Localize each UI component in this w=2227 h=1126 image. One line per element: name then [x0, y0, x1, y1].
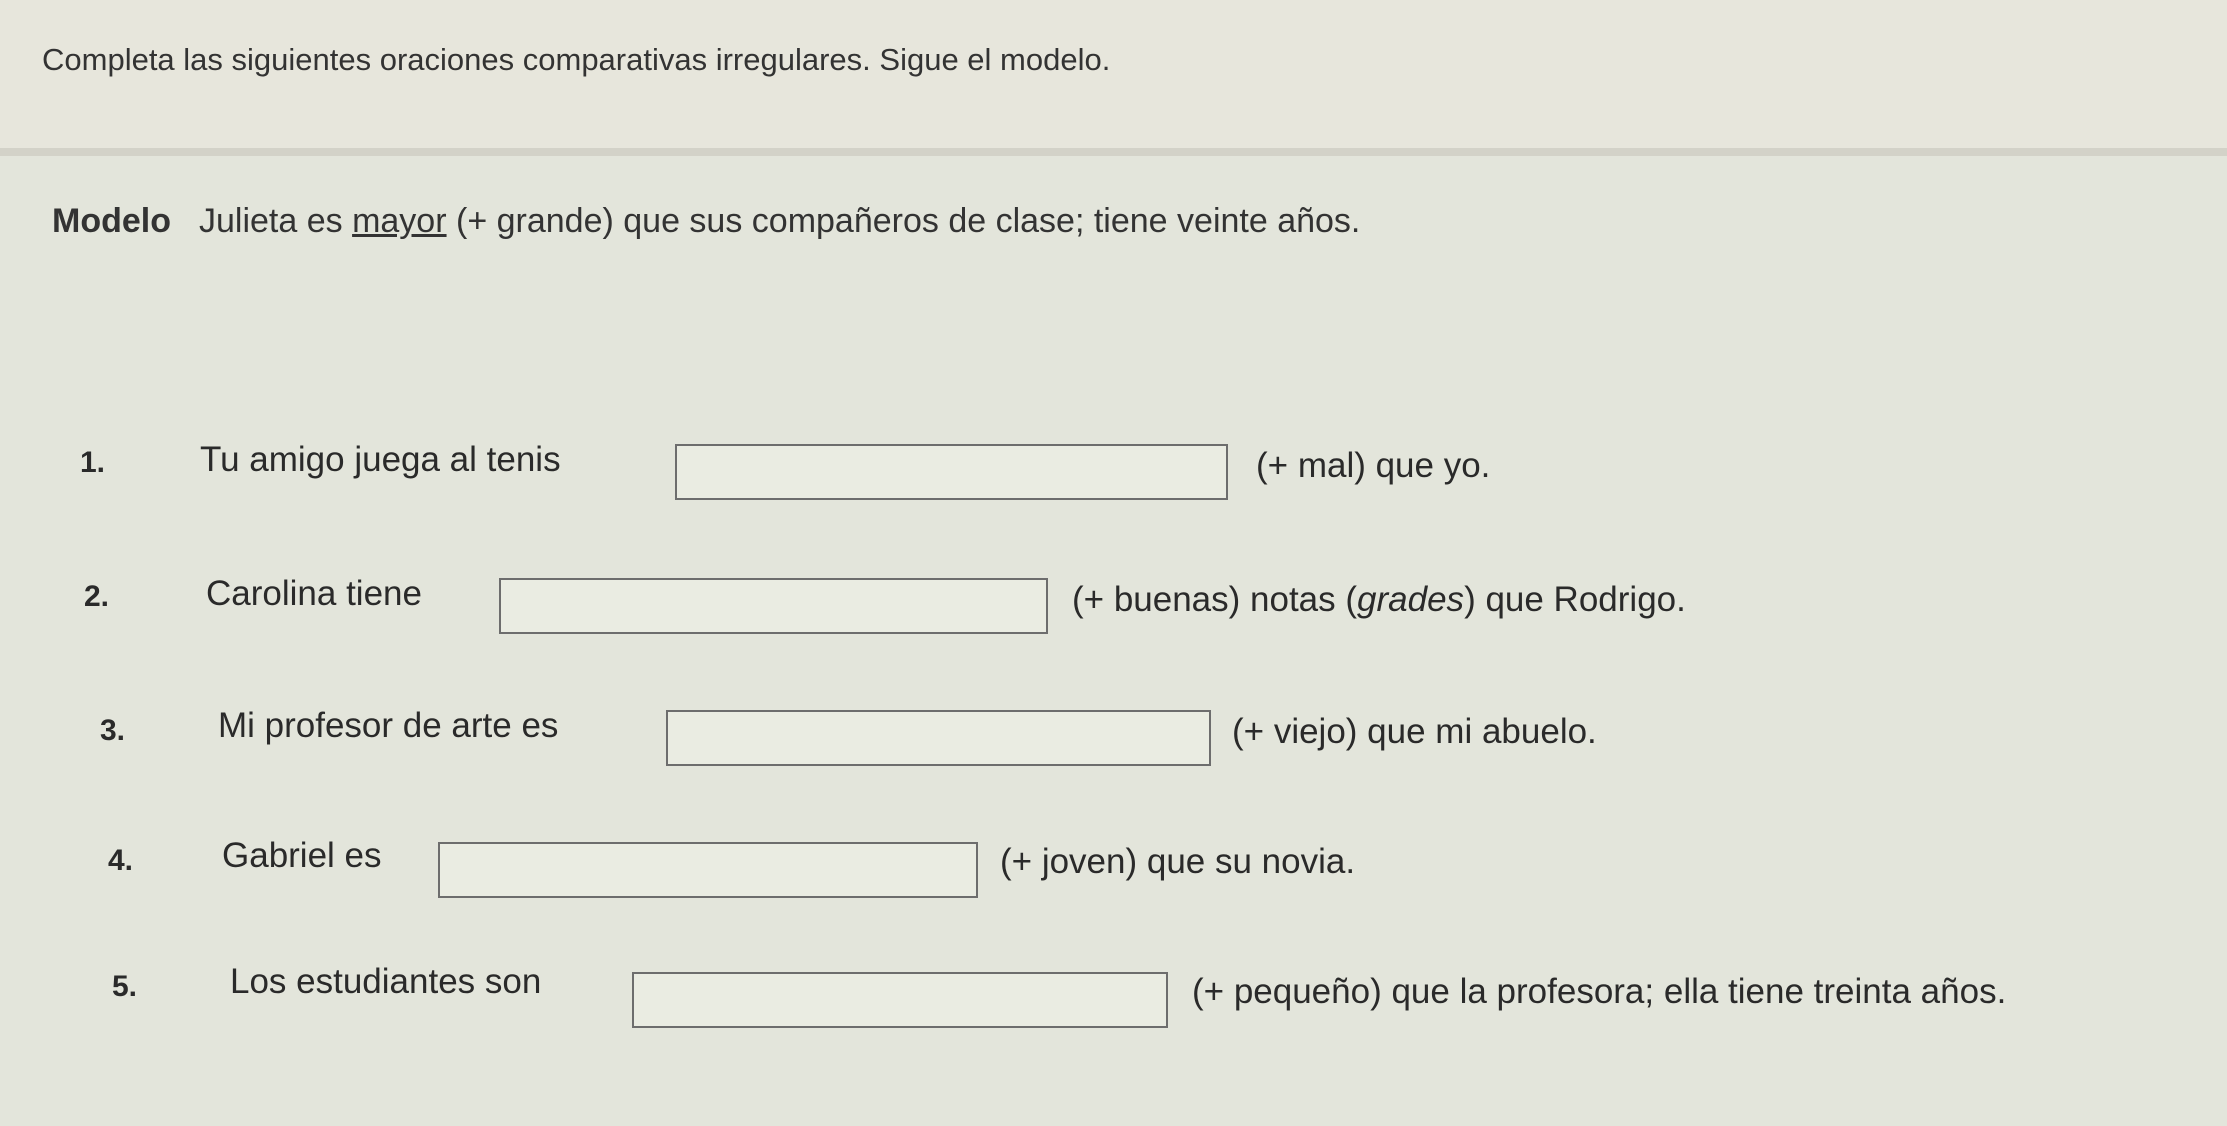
model-answer: mayor	[352, 202, 447, 240]
section-divider	[0, 148, 2227, 156]
model-text-before: Julieta es	[198, 202, 353, 240]
item-number: 5.	[112, 970, 138, 1003]
answer-field-1[interactable]	[675, 444, 1228, 500]
instructions-text: Completa las siguientes oraciones comparativas irregulares. Sigue el modelo.	[42, 42, 1111, 77]
item-prefix: Los estudiantes son	[230, 962, 542, 1001]
item-number: 2.	[84, 580, 110, 613]
suffix-italic-word: grades	[1357, 580, 1465, 619]
item-prefix: Carolina tiene	[206, 574, 422, 613]
model-example	[52, 202, 1360, 241]
suffix-text-end: ) que Rodrigo.	[1464, 580, 1686, 619]
answer-field-3[interactable]	[666, 710, 1211, 766]
model-text-after: (+ grande) que sus compañeros de clase; tiene veinte años.	[446, 202, 1361, 240]
item-number: 4.	[108, 844, 134, 877]
item-suffix: (+ pequeño) que la profesora; ella tiene treinta años.	[1192, 972, 2007, 1011]
answer-field-4[interactable]	[438, 842, 978, 898]
answer-field-2[interactable]	[499, 578, 1048, 634]
item-number: 3.	[100, 714, 126, 747]
item-suffix: (+ joven) que su novia.	[1000, 842, 1356, 881]
item-number: 1.	[80, 446, 106, 479]
item-prefix: Gabriel es	[222, 836, 382, 875]
item-prefix: Tu amigo juega al tenis	[200, 440, 561, 479]
item-suffix: (+ mal) que yo.	[1256, 446, 1491, 485]
item-suffix: (+ viejo) que mi abuelo.	[1232, 712, 1597, 751]
model-label: Modelo	[52, 202, 171, 240]
item-prefix: Mi profesor de arte es	[218, 706, 559, 745]
item-suffix	[1072, 580, 1686, 620]
suffix-text: (+ buenas) notas (	[1072, 580, 1358, 619]
answer-field-5[interactable]	[632, 972, 1168, 1028]
